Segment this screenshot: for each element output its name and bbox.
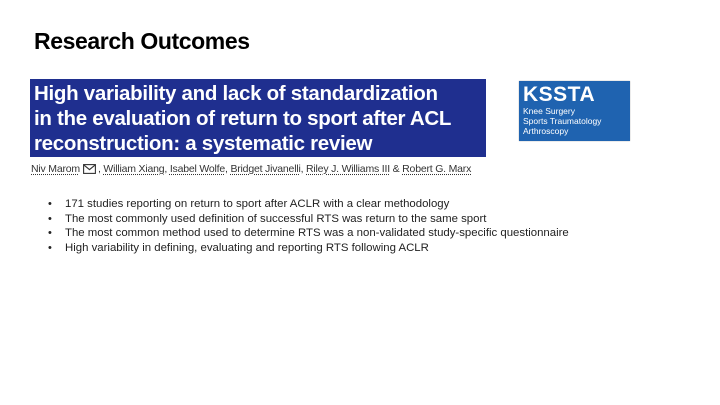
author-separator: , — [164, 163, 168, 175]
bullet-item: • The most common method used to determine RTS was a non-validated study-specific questionnaire — [48, 226, 569, 241]
journal-subtitle-line: Sports Traumatology — [523, 116, 602, 126]
envelope-icon[interactable] — [83, 164, 96, 177]
author-name[interactable]: Riley J. Williams III — [306, 163, 390, 175]
bullet-item: • High variability in defining, evaluating and reporting RTS following ACLR — [48, 241, 569, 256]
paper-title-line: reconstruction: a systematic review — [34, 132, 373, 155]
paper-title-banner — [30, 79, 486, 157]
author-name[interactable]: Isabel Wolfe — [169, 163, 226, 175]
last-author-separator: & — [392, 163, 400, 175]
author-name[interactable]: William Xiang — [103, 163, 165, 175]
outcome-bullet-list — [48, 197, 569, 255]
author-separator: , — [300, 163, 304, 175]
author-list — [31, 163, 471, 177]
author-separator: , — [97, 163, 101, 175]
paper-title-line: in the evaluation of return to sport after ACL — [34, 107, 452, 130]
journal-acronym: KSSTA — [523, 83, 596, 106]
author-separator: , — [225, 163, 228, 175]
slide-title: Research Outcomes — [34, 28, 250, 54]
author-name[interactable]: Robert G. Marx — [402, 163, 472, 175]
author-name[interactable]: Bridget Jivanelli — [230, 163, 301, 175]
author-name[interactable]: Niv Marom — [31, 163, 80, 175]
bullet-item: • 171 studies reporting on return to sport after ACLR with a clear methodology — [48, 197, 569, 212]
journal-subtitle-line: Knee Surgery — [523, 106, 575, 116]
journal-subtitle-line: Arthroscopy — [523, 126, 569, 136]
paper-title-line: High variability and lack of standardization — [34, 82, 438, 105]
journal-cover-logo — [519, 81, 630, 141]
bullet-item: • The most commonly used definition of successful RTS was return to the same sport — [48, 212, 569, 227]
